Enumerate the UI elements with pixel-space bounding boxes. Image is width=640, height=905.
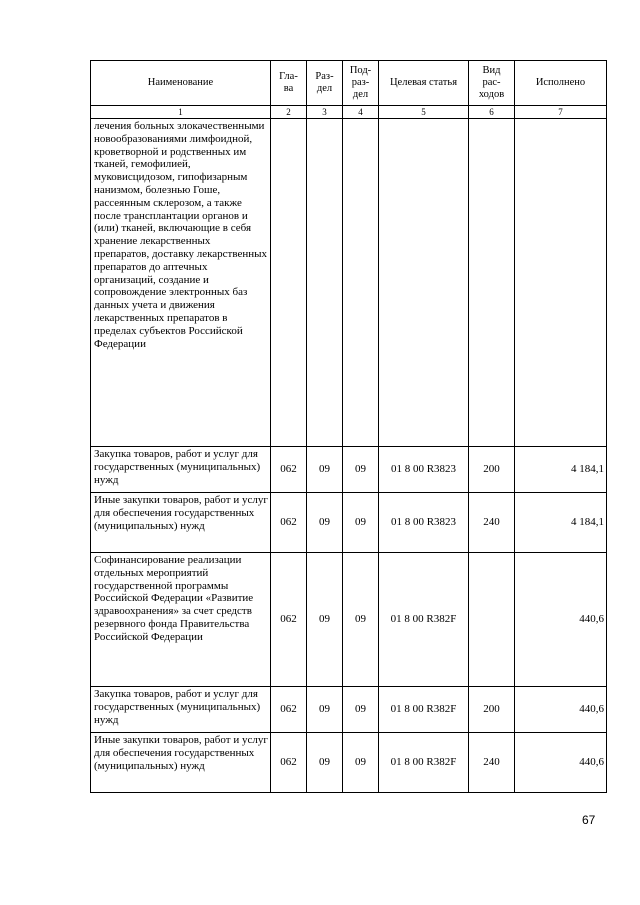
row-podrazdel: 09 bbox=[343, 687, 379, 733]
row-razdel: 09 bbox=[307, 733, 343, 793]
column-number: 4 bbox=[343, 106, 379, 119]
table-row bbox=[91, 119, 607, 447]
row-glava: 062 bbox=[271, 493, 307, 553]
row-ispolneno bbox=[515, 119, 607, 447]
header-ispolneno: Исполнено bbox=[515, 61, 607, 106]
header-row bbox=[91, 61, 607, 106]
column-number: 6 bbox=[469, 106, 515, 119]
row-ispolneno: 440,6 bbox=[515, 553, 607, 687]
row-podrazdel: 09 bbox=[343, 447, 379, 493]
row-glava: 062 bbox=[271, 687, 307, 733]
row-target: 01 8 00 R382F bbox=[379, 553, 469, 687]
column-number-row bbox=[91, 106, 607, 119]
row-ispolneno: 440,6 bbox=[515, 733, 607, 793]
row-razdel: 09 bbox=[307, 493, 343, 553]
row-glava: 062 bbox=[271, 733, 307, 793]
row-vid bbox=[469, 119, 515, 447]
row-name: Закупка товаров, работ и услуг для государственных (муниципальных) нужд bbox=[91, 447, 271, 493]
row-name: Иные закупки товаров, работ и услуг для обеспечения государственных (муниципальных) нужд bbox=[91, 733, 271, 793]
column-number: 3 bbox=[307, 106, 343, 119]
row-podrazdel: 09 bbox=[343, 733, 379, 793]
row-vid: 200 bbox=[469, 687, 515, 733]
table-row bbox=[91, 733, 607, 793]
row-name: Софинансирование реализации отдельных мероприятий государственной программы Российской Федерации «Развитие здравоохранения» за счет средств резервного фонда Правительства Российской Федерации bbox=[91, 553, 271, 687]
row-target: 01 8 00 R3823 bbox=[379, 447, 469, 493]
row-glava: 062 bbox=[271, 447, 307, 493]
column-number: 1 bbox=[91, 106, 271, 119]
header-glava: Гла- ва bbox=[271, 61, 307, 106]
row-razdel: 09 bbox=[307, 687, 343, 733]
header-vid: Вид рас- ходов bbox=[469, 61, 515, 106]
row-ispolneno: 4 184,1 bbox=[515, 447, 607, 493]
column-number: 7 bbox=[515, 106, 607, 119]
row-name: лечения больных злокачественными новообразованиями лимфоидной, кроветворной и родственных им тканей, гемофилией, муковисцидозом, гипофизарным нанизмом, болезнью Гоше, рассеянным склерозом, а также после трансплантации органов и (или) тканей, включающие в себя хранение лекарственных препаратов, доставку лекарственных препаратов до аптечных организаций, создание и сопровождение электронных баз данных учета и движения лекарственных препаратов в пределах субъектов Российской Федерации bbox=[91, 119, 271, 447]
header-name: Наименование bbox=[91, 61, 271, 106]
row-name: Закупка товаров, работ и услуг для государственных (муниципальных) нужд bbox=[91, 687, 271, 733]
row-vid: 240 bbox=[469, 493, 515, 553]
table-row bbox=[91, 553, 607, 687]
header-target: Целевая статья bbox=[379, 61, 469, 106]
row-vid: 240 bbox=[469, 733, 515, 793]
row-razdel bbox=[307, 119, 343, 447]
row-target bbox=[379, 119, 469, 447]
row-vid: 200 bbox=[469, 447, 515, 493]
row-podrazdel: 09 bbox=[343, 493, 379, 553]
row-razdel: 09 bbox=[307, 447, 343, 493]
row-razdel: 09 bbox=[307, 553, 343, 687]
row-target: 01 8 00 R382F bbox=[379, 733, 469, 793]
page-number: 67 bbox=[582, 813, 596, 827]
row-ispolneno: 440,6 bbox=[515, 687, 607, 733]
header-podrazdel: Под- раз- дел bbox=[343, 61, 379, 106]
budget-table bbox=[90, 60, 607, 793]
row-ispolneno: 4 184,1 bbox=[515, 493, 607, 553]
row-podrazdel bbox=[343, 119, 379, 447]
table-row bbox=[91, 493, 607, 553]
row-podrazdel: 09 bbox=[343, 553, 379, 687]
row-glava: 062 bbox=[271, 553, 307, 687]
row-target: 01 8 00 R3823 bbox=[379, 493, 469, 553]
table-row bbox=[91, 447, 607, 493]
row-vid bbox=[469, 553, 515, 687]
column-number: 2 bbox=[271, 106, 307, 119]
header-razdel: Раз- дел bbox=[307, 61, 343, 106]
row-name: Иные закупки товаров, работ и услуг для обеспечения государственных (муниципальных) нужд bbox=[91, 493, 271, 553]
column-number: 5 bbox=[379, 106, 469, 119]
table-row bbox=[91, 687, 607, 733]
row-glava bbox=[271, 119, 307, 447]
row-target: 01 8 00 R382F bbox=[379, 687, 469, 733]
